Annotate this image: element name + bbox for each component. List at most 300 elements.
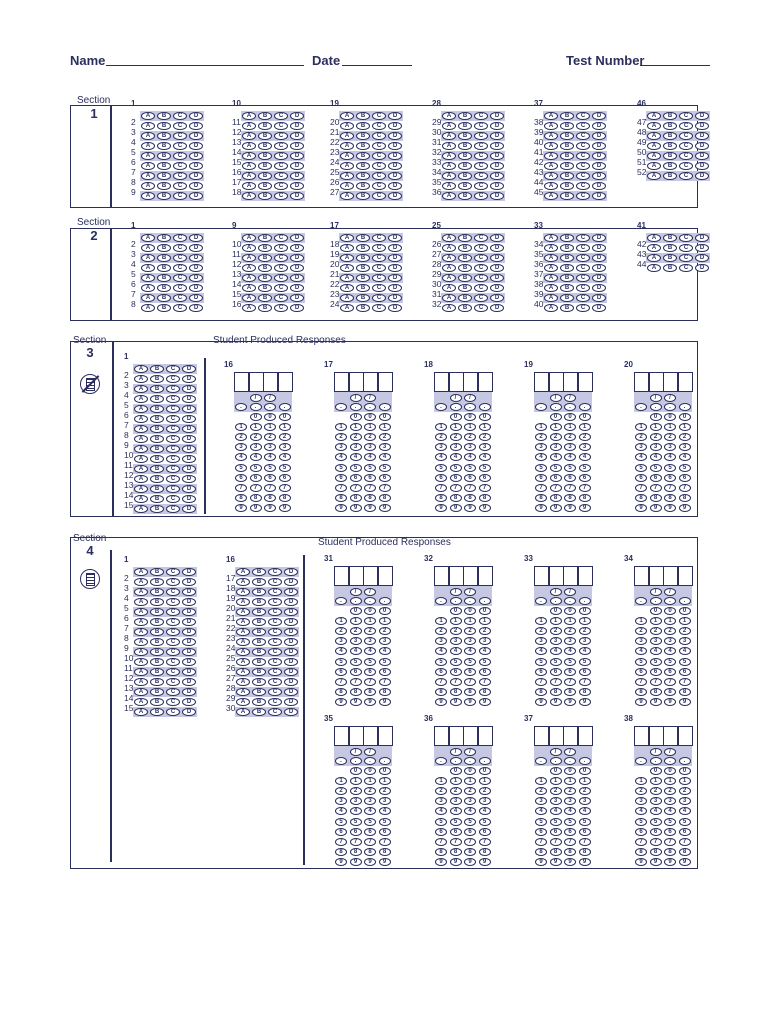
digit-bubble-2[interactable]: 2 <box>479 433 491 441</box>
bubble-b[interactable]: B <box>252 588 266 597</box>
dot-bubble[interactable]: . <box>450 403 462 411</box>
digit-bubble-1[interactable]: 1 <box>535 617 547 625</box>
bubble-d[interactable]: D <box>695 132 709 141</box>
bubble-a[interactable]: A <box>242 234 256 243</box>
bubble-c[interactable]: C <box>166 465 180 474</box>
bubble-d[interactable]: D <box>592 142 606 151</box>
bubble-b[interactable]: B <box>150 505 164 514</box>
bubble-c[interactable]: C <box>474 172 488 181</box>
digit-bubble-1[interactable]: 1 <box>635 777 647 785</box>
digit-bubble-9[interactable]: 9 <box>235 504 247 512</box>
digit-bubble-6[interactable]: 6 <box>350 474 362 482</box>
digit-bubble-6[interactable]: 6 <box>679 828 691 836</box>
bubble-c[interactable]: C <box>372 244 386 253</box>
digit-bubble-0[interactable]: 0 <box>664 607 676 615</box>
digit-bubble-8[interactable]: 8 <box>535 848 547 856</box>
digit-bubble-7[interactable]: 7 <box>679 838 691 846</box>
bubble-b[interactable]: B <box>258 172 272 181</box>
bubble-d[interactable]: D <box>182 415 196 424</box>
digit-bubble-5[interactable]: 5 <box>550 818 562 826</box>
dot-bubble[interactable]: . <box>435 403 447 411</box>
digit-bubble-4[interactable]: 4 <box>435 807 447 815</box>
answer-box[interactable] <box>363 566 378 586</box>
bubble-a[interactable]: A <box>236 678 250 687</box>
digit-bubble-6[interactable]: 6 <box>479 828 491 836</box>
bubble-c[interactable]: C <box>474 152 488 161</box>
bubble-d[interactable]: D <box>284 578 298 587</box>
digit-bubble-4[interactable]: 4 <box>679 807 691 815</box>
bubble-d[interactable]: D <box>182 628 196 637</box>
answer-box[interactable] <box>663 372 678 392</box>
dot-bubble[interactable]: . <box>579 757 591 765</box>
bubble-a[interactable]: A <box>242 162 256 171</box>
bubble-b[interactable]: B <box>150 485 164 494</box>
digit-bubble-2[interactable]: 2 <box>679 787 691 795</box>
bubble-b[interactable]: B <box>458 122 472 131</box>
digit-bubble-1[interactable]: 1 <box>664 423 676 431</box>
digit-bubble-8[interactable]: 8 <box>335 848 347 856</box>
digit-bubble-8[interactable]: 8 <box>350 494 362 502</box>
bubble-a[interactable]: A <box>647 142 661 151</box>
bubble-a[interactable]: A <box>134 698 148 707</box>
digit-bubble-1[interactable]: 1 <box>664 777 676 785</box>
dot-bubble[interactable]: . <box>235 403 247 411</box>
digit-bubble-9[interactable]: 9 <box>450 698 462 706</box>
answer-box[interactable] <box>634 726 649 746</box>
bubble-c[interactable]: C <box>166 688 180 697</box>
bubble-b[interactable]: B <box>356 152 370 161</box>
bubble-c[interactable]: C <box>274 132 288 141</box>
digit-bubble-4[interactable]: 4 <box>635 807 647 815</box>
bubble-c[interactable]: C <box>268 658 282 667</box>
bubble-a[interactable]: A <box>544 192 558 201</box>
digit-bubble-5[interactable]: 5 <box>650 658 662 666</box>
bubble-c[interactable]: C <box>166 475 180 484</box>
bubble-d[interactable]: D <box>592 294 606 303</box>
bubble-a[interactable]: A <box>134 465 148 474</box>
bubble-b[interactable]: B <box>150 385 164 394</box>
slash-bubble[interactable]: / <box>464 588 476 596</box>
digit-bubble-5[interactable]: 5 <box>664 658 676 666</box>
digit-bubble-7[interactable]: 7 <box>635 678 647 686</box>
bubble-b[interactable]: B <box>150 495 164 504</box>
digit-bubble-0[interactable]: 0 <box>550 607 562 615</box>
bubble-a[interactable]: A <box>647 112 661 121</box>
dot-bubble[interactable]: . <box>550 757 562 765</box>
answer-box[interactable] <box>234 372 249 392</box>
digit-bubble-0[interactable]: 0 <box>250 413 262 421</box>
digit-bubble-2[interactable]: 2 <box>579 433 591 441</box>
dot-bubble[interactable]: . <box>650 597 662 605</box>
digit-bubble-8[interactable]: 8 <box>379 688 391 696</box>
digit-bubble-3[interactable]: 3 <box>635 637 647 645</box>
digit-bubble-9[interactable]: 9 <box>379 858 391 866</box>
digit-bubble-2[interactable]: 2 <box>564 433 576 441</box>
answer-box[interactable] <box>534 566 549 586</box>
bubble-a[interactable]: A <box>242 264 256 273</box>
digit-bubble-9[interactable]: 9 <box>464 504 476 512</box>
bubble-a[interactable]: A <box>134 425 148 434</box>
bubble-b[interactable]: B <box>560 284 574 293</box>
answer-box[interactable] <box>478 566 493 586</box>
digit-bubble-7[interactable]: 7 <box>635 484 647 492</box>
bubble-b[interactable]: B <box>150 578 164 587</box>
digit-bubble-6[interactable]: 6 <box>579 668 591 676</box>
bubble-c[interactable]: C <box>474 132 488 141</box>
digit-bubble-1[interactable]: 1 <box>250 423 262 431</box>
bubble-a[interactable]: A <box>442 122 456 131</box>
bubble-c[interactable]: C <box>166 598 180 607</box>
digit-bubble-4[interactable]: 4 <box>650 807 662 815</box>
bubble-b[interactable]: B <box>157 182 171 191</box>
digit-bubble-0[interactable]: 0 <box>379 413 391 421</box>
bubble-b[interactable]: B <box>560 182 574 191</box>
digit-bubble-3[interactable]: 3 <box>664 443 676 451</box>
bubble-b[interactable]: B <box>560 264 574 273</box>
answer-box[interactable] <box>478 726 493 746</box>
bubble-a[interactable]: A <box>442 172 456 181</box>
digit-bubble-4[interactable]: 4 <box>464 647 476 655</box>
bubble-a[interactable]: A <box>134 475 148 484</box>
bubble-b[interactable]: B <box>560 142 574 151</box>
bubble-c[interactable]: C <box>372 192 386 201</box>
digit-bubble-1[interactable]: 1 <box>564 423 576 431</box>
digit-bubble-5[interactable]: 5 <box>664 818 676 826</box>
digit-bubble-9[interactable]: 9 <box>535 858 547 866</box>
digit-bubble-5[interactable]: 5 <box>650 818 662 826</box>
answer-box[interactable] <box>549 372 564 392</box>
digit-bubble-3[interactable]: 3 <box>450 637 462 645</box>
digit-bubble-8[interactable]: 8 <box>650 848 662 856</box>
digit-bubble-4[interactable]: 4 <box>564 453 576 461</box>
bubble-c[interactable]: C <box>166 505 180 514</box>
bubble-c[interactable]: C <box>268 698 282 707</box>
bubble-a[interactable]: A <box>134 668 148 677</box>
digit-bubble-5[interactable]: 5 <box>564 818 576 826</box>
digit-bubble-7[interactable]: 7 <box>450 838 462 846</box>
bubble-c[interactable]: C <box>268 648 282 657</box>
dot-bubble[interactable]: . <box>679 597 691 605</box>
digit-bubble-0[interactable]: 0 <box>479 413 491 421</box>
answer-box[interactable] <box>663 566 678 586</box>
bubble-c[interactable]: C <box>166 708 180 717</box>
bubble-c[interactable]: C <box>274 304 288 313</box>
dot-bubble[interactable]: . <box>635 757 647 765</box>
bubble-b[interactable]: B <box>356 284 370 293</box>
digit-bubble-8[interactable]: 8 <box>635 494 647 502</box>
bubble-b[interactable]: B <box>258 284 272 293</box>
bubble-c[interactable]: C <box>166 435 180 444</box>
digit-bubble-5[interactable]: 5 <box>464 658 476 666</box>
bubble-c[interactable]: C <box>372 122 386 131</box>
bubble-d[interactable]: D <box>290 132 304 141</box>
digit-bubble-4[interactable]: 4 <box>635 647 647 655</box>
bubble-a[interactable]: A <box>544 234 558 243</box>
bubble-c[interactable]: C <box>474 234 488 243</box>
bubble-d[interactable]: D <box>182 658 196 667</box>
digit-bubble-6[interactable]: 6 <box>650 474 662 482</box>
bubble-a[interactable]: A <box>242 294 256 303</box>
digit-bubble-8[interactable]: 8 <box>479 688 491 696</box>
digit-bubble-8[interactable]: 8 <box>379 848 391 856</box>
digit-bubble-6[interactable]: 6 <box>379 668 391 676</box>
bubble-a[interactable]: A <box>544 244 558 253</box>
bubble-b[interactable]: B <box>252 598 266 607</box>
digit-bubble-2[interactable]: 2 <box>579 787 591 795</box>
digit-bubble-1[interactable]: 1 <box>550 777 562 785</box>
digit-bubble-1[interactable]: 1 <box>635 423 647 431</box>
digit-bubble-0[interactable]: 0 <box>364 767 376 775</box>
bubble-d[interactable]: D <box>290 274 304 283</box>
digit-bubble-2[interactable]: 2 <box>450 787 462 795</box>
digit-bubble-4[interactable]: 4 <box>435 453 447 461</box>
bubble-b[interactable]: B <box>663 244 677 253</box>
bubble-d[interactable]: D <box>284 708 298 717</box>
bubble-d[interactable]: D <box>592 304 606 313</box>
bubble-a[interactable]: A <box>141 244 155 253</box>
bubble-a[interactable]: A <box>340 254 354 263</box>
digit-bubble-4[interactable]: 4 <box>564 647 576 655</box>
answer-box[interactable] <box>349 566 364 586</box>
dot-bubble[interactable]: . <box>335 757 347 765</box>
digit-bubble-5[interactable]: 5 <box>435 818 447 826</box>
digit-bubble-6[interactable]: 6 <box>379 828 391 836</box>
bubble-d[interactable]: D <box>182 588 196 597</box>
bubble-c[interactable]: C <box>173 162 187 171</box>
digit-bubble-2[interactable]: 2 <box>535 787 547 795</box>
bubble-a[interactable]: A <box>242 132 256 141</box>
bubble-a[interactable]: A <box>236 698 250 707</box>
bubble-b[interactable]: B <box>663 142 677 151</box>
digit-bubble-3[interactable]: 3 <box>650 637 662 645</box>
answer-box[interactable] <box>378 566 393 586</box>
digit-bubble-5[interactable]: 5 <box>564 658 576 666</box>
bubble-d[interactable]: D <box>695 112 709 121</box>
dot-bubble[interactable]: . <box>364 403 376 411</box>
dot-bubble[interactable]: . <box>364 597 376 605</box>
digit-bubble-2[interactable]: 2 <box>364 433 376 441</box>
digit-bubble-9[interactable]: 9 <box>335 504 347 512</box>
bubble-c[interactable]: C <box>274 264 288 273</box>
bubble-a[interactable]: A <box>236 578 250 587</box>
bubble-c[interactable]: C <box>474 142 488 151</box>
bubble-a[interactable]: A <box>340 284 354 293</box>
digit-bubble-8[interactable]: 8 <box>450 494 462 502</box>
digit-bubble-9[interactable]: 9 <box>479 698 491 706</box>
digit-bubble-3[interactable]: 3 <box>464 443 476 451</box>
bubble-b[interactable]: B <box>252 578 266 587</box>
bubble-d[interactable]: D <box>189 284 203 293</box>
digit-bubble-4[interactable]: 4 <box>535 647 547 655</box>
dot-bubble[interactable]: . <box>650 757 662 765</box>
digit-bubble-6[interactable]: 6 <box>464 828 476 836</box>
dot-bubble[interactable]: . <box>564 403 576 411</box>
dot-bubble[interactable]: . <box>535 757 547 765</box>
bubble-a[interactable]: A <box>442 304 456 313</box>
bubble-d[interactable]: D <box>290 162 304 171</box>
bubble-d[interactable]: D <box>490 182 504 191</box>
digit-bubble-1[interactable]: 1 <box>235 423 247 431</box>
digit-bubble-8[interactable]: 8 <box>564 494 576 502</box>
bubble-d[interactable]: D <box>182 365 196 374</box>
bubble-d[interactable]: D <box>290 284 304 293</box>
bubble-c[interactable]: C <box>474 192 488 201</box>
digit-bubble-6[interactable]: 6 <box>335 474 347 482</box>
digit-bubble-7[interactable]: 7 <box>250 484 262 492</box>
slash-bubble[interactable]: / <box>264 394 276 402</box>
bubble-b[interactable]: B <box>252 658 266 667</box>
bubble-c[interactable]: C <box>474 254 488 263</box>
digit-bubble-7[interactable]: 7 <box>450 484 462 492</box>
digit-bubble-9[interactable]: 9 <box>379 698 391 706</box>
slash-bubble[interactable]: / <box>564 394 576 402</box>
bubble-b[interactable]: B <box>560 244 574 253</box>
digit-bubble-7[interactable]: 7 <box>479 484 491 492</box>
digit-bubble-1[interactable]: 1 <box>479 617 491 625</box>
digit-bubble-7[interactable]: 7 <box>564 678 576 686</box>
digit-bubble-7[interactable]: 7 <box>335 484 347 492</box>
bubble-d[interactable]: D <box>695 172 709 181</box>
digit-bubble-8[interactable]: 8 <box>635 688 647 696</box>
bubble-c[interactable]: C <box>372 132 386 141</box>
digit-bubble-8[interactable]: 8 <box>535 494 547 502</box>
bubble-a[interactable]: A <box>544 132 558 141</box>
digit-bubble-7[interactable]: 7 <box>479 838 491 846</box>
digit-bubble-7[interactable]: 7 <box>464 484 476 492</box>
bubble-a[interactable]: A <box>242 182 256 191</box>
digit-bubble-2[interactable]: 2 <box>435 787 447 795</box>
bubble-b[interactable]: B <box>150 668 164 677</box>
digit-bubble-0[interactable]: 0 <box>350 413 362 421</box>
bubble-a[interactable]: A <box>236 638 250 647</box>
bubble-c[interactable]: C <box>173 254 187 263</box>
dot-bubble[interactable]: . <box>579 597 591 605</box>
bubble-c[interactable]: C <box>372 142 386 151</box>
dot-bubble[interactable]: . <box>564 757 576 765</box>
digit-bubble-4[interactable]: 4 <box>350 647 362 655</box>
bubble-c[interactable]: C <box>166 588 180 597</box>
digit-bubble-3[interactable]: 3 <box>550 443 562 451</box>
bubble-d[interactable]: D <box>290 304 304 313</box>
digit-bubble-2[interactable]: 2 <box>535 627 547 635</box>
digit-bubble-5[interactable]: 5 <box>635 658 647 666</box>
digit-bubble-6[interactable]: 6 <box>364 474 376 482</box>
digit-bubble-5[interactable]: 5 <box>450 658 462 666</box>
bubble-c[interactable]: C <box>576 192 590 201</box>
bubble-b[interactable]: B <box>252 618 266 627</box>
digit-bubble-1[interactable]: 1 <box>564 777 576 785</box>
digit-bubble-3[interactable]: 3 <box>535 443 547 451</box>
digit-bubble-1[interactable]: 1 <box>450 617 462 625</box>
bubble-b[interactable]: B <box>150 415 164 424</box>
bubble-d[interactable]: D <box>182 708 196 717</box>
slash-bubble[interactable]: / <box>450 394 462 402</box>
bubble-d[interactable]: D <box>695 162 709 171</box>
bubble-c[interactable]: C <box>166 365 180 374</box>
digit-bubble-8[interactable]: 8 <box>479 848 491 856</box>
bubble-c[interactable]: C <box>474 284 488 293</box>
bubble-a[interactable]: A <box>141 162 155 171</box>
digit-bubble-0[interactable]: 0 <box>450 767 462 775</box>
digit-bubble-7[interactable]: 7 <box>650 678 662 686</box>
bubble-c[interactable]: C <box>372 112 386 121</box>
bubble-c[interactable]: C <box>576 234 590 243</box>
bubble-a[interactable]: A <box>544 284 558 293</box>
bubble-c[interactable]: C <box>268 638 282 647</box>
bubble-d[interactable]: D <box>284 668 298 677</box>
bubble-b[interactable]: B <box>150 425 164 434</box>
bubble-d[interactable]: D <box>189 304 203 313</box>
bubble-b[interactable]: B <box>258 274 272 283</box>
bubble-b[interactable]: B <box>150 628 164 637</box>
digit-bubble-6[interactable]: 6 <box>564 668 576 676</box>
bubble-c[interactable]: C <box>576 182 590 191</box>
bubble-b[interactable]: B <box>252 638 266 647</box>
digit-bubble-7[interactable]: 7 <box>679 484 691 492</box>
digit-bubble-9[interactable]: 9 <box>350 504 362 512</box>
answer-box[interactable] <box>678 726 693 746</box>
digit-bubble-0[interactable]: 0 <box>650 767 662 775</box>
answer-box[interactable] <box>434 726 449 746</box>
bubble-d[interactable]: D <box>388 152 402 161</box>
bubble-c[interactable]: C <box>166 638 180 647</box>
bubble-c[interactable]: C <box>173 122 187 131</box>
digit-bubble-6[interactable]: 6 <box>364 828 376 836</box>
dot-bubble[interactable]: . <box>364 757 376 765</box>
slash-bubble[interactable]: / <box>364 748 376 756</box>
digit-bubble-6[interactable]: 6 <box>564 474 576 482</box>
bubble-b[interactable]: B <box>150 698 164 707</box>
digit-bubble-4[interactable]: 4 <box>350 453 362 461</box>
digit-bubble-1[interactable]: 1 <box>650 777 662 785</box>
dot-bubble[interactable]: . <box>435 757 447 765</box>
digit-bubble-4[interactable]: 4 <box>564 807 576 815</box>
digit-bubble-1[interactable]: 1 <box>450 777 462 785</box>
bubble-b[interactable]: B <box>560 234 574 243</box>
bubble-c[interactable]: C <box>679 122 693 131</box>
dot-bubble[interactable]: . <box>550 597 562 605</box>
digit-bubble-0[interactable]: 0 <box>679 767 691 775</box>
digit-bubble-2[interactable]: 2 <box>335 627 347 635</box>
bubble-a[interactable]: A <box>134 495 148 504</box>
bubble-b[interactable]: B <box>663 112 677 121</box>
digit-bubble-8[interactable]: 8 <box>550 848 562 856</box>
slash-bubble[interactable]: / <box>650 748 662 756</box>
bubble-d[interactable]: D <box>388 254 402 263</box>
digit-bubble-5[interactable]: 5 <box>379 464 391 472</box>
bubble-c[interactable]: C <box>274 162 288 171</box>
bubble-a[interactable]: A <box>544 304 558 313</box>
bubble-a[interactable]: A <box>236 568 250 577</box>
digit-bubble-5[interactable]: 5 <box>279 464 291 472</box>
digit-bubble-5[interactable]: 5 <box>450 818 462 826</box>
digit-bubble-9[interactable]: 9 <box>479 858 491 866</box>
digit-bubble-2[interactable]: 2 <box>335 433 347 441</box>
bubble-b[interactable]: B <box>458 132 472 141</box>
bubble-d[interactable]: D <box>182 568 196 577</box>
bubble-a[interactable]: A <box>544 122 558 131</box>
digit-bubble-3[interactable]: 3 <box>235 443 247 451</box>
digit-bubble-6[interactable]: 6 <box>679 474 691 482</box>
bubble-b[interactable]: B <box>458 234 472 243</box>
bubble-b[interactable]: B <box>458 172 472 181</box>
digit-bubble-1[interactable]: 1 <box>450 423 462 431</box>
answer-box[interactable] <box>549 726 564 746</box>
answer-box[interactable] <box>649 372 664 392</box>
bubble-a[interactable]: A <box>242 304 256 313</box>
bubble-b[interactable]: B <box>258 192 272 201</box>
answer-box[interactable] <box>549 566 564 586</box>
